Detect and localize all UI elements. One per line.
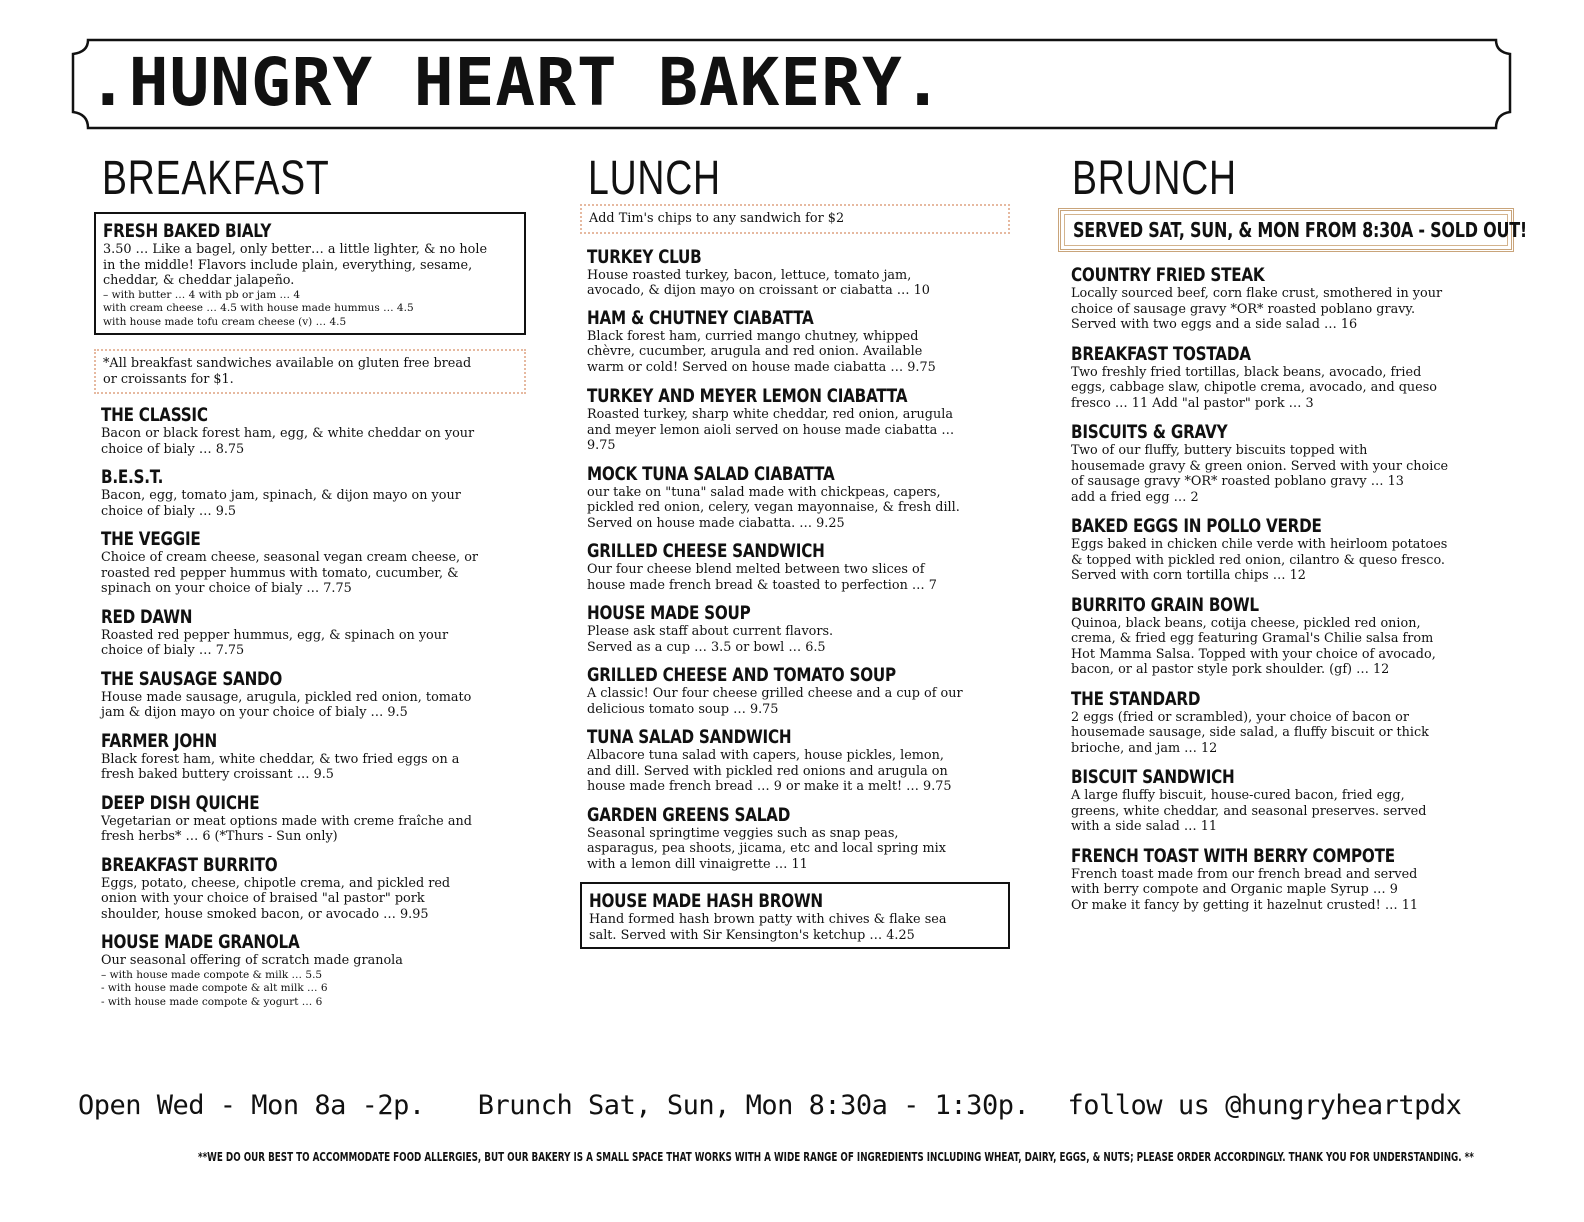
menu-item [94, 606, 526, 659]
item-desc: Roasted turkey, sharp white cheddar, red onion, arugula and meyer lemon aioli served on house made ciabatta … 9.75 [587, 407, 955, 453]
menu-item [580, 726, 1010, 795]
item-name: BISCUITS & GRAVY [1071, 421, 1228, 443]
item-desc: A large fluffy biscuit, house-cured bacon, fried egg, greens, white cheddar, and seasonal preserves. served with a side salad … 11 [1071, 788, 1427, 834]
brunch-note-box [1058, 208, 1527, 252]
item-name: TUNA SALAD SANDWICH [587, 726, 792, 748]
item-desc: Our four cheese blend melted between two slices of house made french bread & toasted to perfection … 7 [587, 562, 937, 593]
item-name: TURKEY AND MEYER LEMON CIABATTA [587, 385, 908, 407]
item-name: DEEP DISH QUICHE [101, 791, 260, 814]
item-desc: French toast made from our french bread and served with berry compote and Organic maple Syrup … 9 Or make it fancy by getting it hazelnut crusted! … 11 [1071, 866, 1418, 913]
menu-item [580, 804, 1010, 873]
item-name: COUNTRY FRIED STEAK [1071, 264, 1265, 286]
item-desc: House roasted turkey, bacon, lettuce, tomato jam, avocado, & dijon mayo on croissant or ciabatta … 10 [587, 267, 930, 298]
item-name: FARMER JOHN [101, 729, 217, 752]
menu-item [1064, 343, 1514, 412]
footer-hours [78, 1090, 1518, 1121]
menu-item [580, 463, 1010, 532]
item-desc: Our seasonal offering of scratch made granola [101, 953, 403, 968]
menu-item [1064, 845, 1514, 914]
menu-item [580, 540, 1010, 593]
item-desc: Seasonal springtime veggies such as snap peas, asparagus, pea shoots, jicama, etc and local spring mix with a lemon dill vinaigrette … 11 [587, 825, 946, 872]
item-name: THE VEGGIE [101, 528, 201, 550]
item-desc: Black forest ham, curried mango chutney, whipped chèvre, cucumber, arugula and red onion. Available warm or cold! Served on house made ciabatta … 9.75 [587, 328, 936, 375]
menu-item [1064, 766, 1514, 835]
menu-item [580, 385, 1010, 454]
menu-item [94, 854, 526, 923]
item-name: MOCK TUNA SALAD CIABATTA [587, 462, 835, 485]
bialy-box [94, 212, 526, 335]
item-name: RED DAWN [101, 605, 193, 628]
menu-item [580, 602, 1010, 655]
menu-item [580, 246, 1010, 299]
item-options: – with butter … 4 with pb or jam … 4 with cream cheese … 4.5 with house made hummus … 4.5 with house made tofu cream cheese (v) … 4.5 [103, 288, 414, 328]
item-name: GRILLED CHEESE SANDWICH [587, 540, 825, 562]
item-desc: Eggs baked in chicken chile verde with heirloom potatoes & topped with pickled red onion, cilantro & queso fresco. Served with corn tortilla chips … 12 [1071, 537, 1448, 583]
menu-item [1064, 594, 1514, 678]
item-name: BURRITO GRAIN BOWL [1071, 593, 1259, 616]
brunch-hours: Brunch Sat, Sun, Mon 8:30a - 1:30p. [477, 1090, 1030, 1121]
item-desc: Bacon or black forest ham, egg, & white cheddar on your choice of bialy … 8.75 [101, 426, 475, 457]
menu-item [580, 307, 1010, 376]
brunch-column [1058, 150, 1527, 913]
item-desc: 3.50 … Like a bagel, only better… a little lighter, & no hole in the middle! Flavors include plain, everything, sesame, cheddar, & cheddar jalapeño. [103, 242, 488, 288]
item-desc: Vegetarian or meat options made with creme fraîche and fresh herbs* … 6 (*Thurs - Sun only) [101, 813, 472, 844]
item-name: BREAKFAST TOSTADA [1071, 342, 1251, 365]
lunch-items [580, 246, 1010, 873]
item-desc: Roasted red pepper hummus, egg, & spinach on your choice of bialy … 7.75 [101, 627, 449, 658]
menu-item-granola [94, 931, 526, 1009]
brunch-note: SERVED SAT, SUN, & MON FROM 8:30A - SOLD OUT! [1073, 218, 1527, 242]
item-name: THE STANDARD [1071, 687, 1201, 710]
menu-item [1064, 688, 1514, 757]
item-name: HOUSE MADE GRANOLA [101, 931, 300, 953]
item-desc: Please ask staff about current flavors. Served as a cup … 3.5 or bowl … 6.5 [587, 624, 834, 655]
breakfast-column [94, 150, 526, 1009]
item-desc: our take on "tuna" salad made with chickpeas, capers, pickled red onion, celery, vegan mayonnaise, & fresh dill. Served on house made ciabatta. … 9.25 [587, 484, 960, 531]
item-name: HOUSE MADE HASH BROWN [589, 890, 823, 912]
menu-item [94, 528, 526, 597]
allergy-notice: **WE DO OUR BEST TO ACCOMMODATE FOOD ALLERGIES, BUT OUR BAKERY IS A SMALL SPACE THAT WORKS WITH A WIDE RANGE OF INGREDIENTS INCLUDING WHEAT, DAIRY, EGGS, & NUTS; PLEASE ORDER ACCORDINGLY. THANK YOU FOR UNDERSTANDING. ** [198, 1150, 1474, 1164]
lunch-heading: LUNCH [588, 152, 721, 205]
gluten-free-note: *All breakfast sandwiches available on gluten free bread or croissants for $1. [103, 356, 472, 387]
open-hours: Open Wed - Mon 8a -2p. [78, 1090, 425, 1121]
item-desc: House made sausage, arugula, pickled red onion, tomato jam & dijon mayo on your choice of bialy … 9.5 [101, 689, 472, 720]
item-name: GARDEN GREENS SALAD [587, 803, 791, 826]
menu-item [94, 730, 526, 783]
item-desc: Quinoa, black beans, cotija cheese, pickled red onion, crema, & fried egg featuring Gramal's Chilie salsa from Hot Mamma Salsa. Topped with your choice of avocado, bacon, or al pastor style pork shoulder. (gf) … 12 [1071, 615, 1436, 677]
menu-item [94, 466, 526, 519]
item-desc: Bacon, egg, tomato jam, spinach, & dijon mayo on your choice of bialy … 9.5 [101, 488, 461, 519]
social-handle: follow us @hungryheartpdx [1067, 1090, 1462, 1121]
item-desc: Black forest ham, white cheddar, & two fried eggs on a fresh baked buttery croissant … 9.5 [101, 751, 460, 782]
menu-item [94, 668, 526, 721]
item-desc: Choice of cream cheese, seasonal vegan cream cheese, or roasted red pepper hummus with tomato, cucumber, & spinach on your choice of bialy … 7.75 [101, 550, 479, 596]
bakery-title: .HUNGRY HEART BAKERY. [88, 44, 944, 121]
item-desc: Eggs, potato, cheese, chipotle crema, and pickled red onion with your choice of braised "al pastor" pork shoulder, house smoked bacon, or avocado … 9.95 [101, 875, 451, 922]
menu-item [1064, 421, 1514, 505]
hashbrown-box [580, 882, 1010, 949]
breakfast-heading: BREAKFAST [102, 152, 330, 205]
item-options: – with house made compote & milk … 5.5 - with house made compote & alt milk … 6 - with house made compote & yogurt … 6 [101, 968, 328, 1008]
item-desc: Two freshly fried tortillas, black beans, avocado, fried eggs, cabbage slaw, chipotle crema, avocado, and queso fresco … 11 Add "al pastor" pork … 3 [1071, 364, 1437, 411]
item-desc: Albacore tuna salad with capers, house pickles, lemon, and dill. Served with pickled red onions and arugula on house made french bread … 9 or make it a melt! … 9.75 [587, 748, 952, 794]
item-name: BAKED EGGS IN POLLO VERDE [1071, 515, 1322, 537]
item-name: GRILLED CHEESE AND TOMATO SOUP [587, 664, 896, 686]
item-desc: Locally sourced beef, corn flake crust, smothered in your choice of sausage gravy *OR* roasted poblano gravy. Served with two eggs and a side salad … 16 [1071, 286, 1443, 332]
item-desc: 2 eggs (fried or scrambled), your choice of bacon or housemade sausage, side salad, a fluffy biscuit or thick brioche, and jam … 12 [1071, 709, 1429, 756]
item-name: THE SAUSAGE SANDO [101, 667, 283, 690]
item-name: HOUSE MADE SOUP [587, 602, 751, 624]
item-desc: A classic! Our four cheese grilled cheese and a cup of our delicious tomato soup … 9.75 [587, 686, 963, 717]
item-name: HAM & CHUTNEY CIABATTA [587, 306, 814, 329]
lunch-column [580, 150, 1010, 949]
brunch-heading: BRUNCH [1072, 152, 1237, 205]
item-name: B.E.S.T. [101, 466, 164, 488]
menu-item [1064, 264, 1514, 333]
menu-item [94, 792, 526, 845]
menu-item [1064, 515, 1514, 584]
menu-item [94, 404, 526, 457]
item-name: FRESH BAKED BIALY [103, 220, 272, 242]
chips-note: Add Tim's chips to any sandwich for $2 [589, 211, 845, 226]
menu-item [580, 664, 1010, 717]
breakfast-items [94, 404, 526, 1009]
item-name: FRENCH TOAST WITH BERRY COMPOTE [1071, 844, 1395, 867]
chips-note-box [580, 204, 1010, 234]
item-desc: Hand formed hash brown patty with chives & flake sea salt. Served with Sir Kensington's ketchup … 4.25 [589, 912, 947, 943]
item-desc: Two of our fluffy, buttery biscuits topped with housemade gravy & green onion. Served with your choice of sausage gravy *OR* roasted poblano gravy … 13 add a fried egg … 2 [1071, 443, 1449, 505]
brunch-items [1058, 264, 1514, 913]
item-name: THE CLASSIC [101, 404, 208, 426]
item-name: BREAKFAST BURRITO [101, 853, 278, 876]
item-name: BISCUIT SANDWICH [1071, 766, 1235, 788]
gluten-free-note-box [94, 349, 526, 394]
item-name: TURKEY CLUB [587, 245, 702, 268]
header-banner [70, 38, 1514, 130]
